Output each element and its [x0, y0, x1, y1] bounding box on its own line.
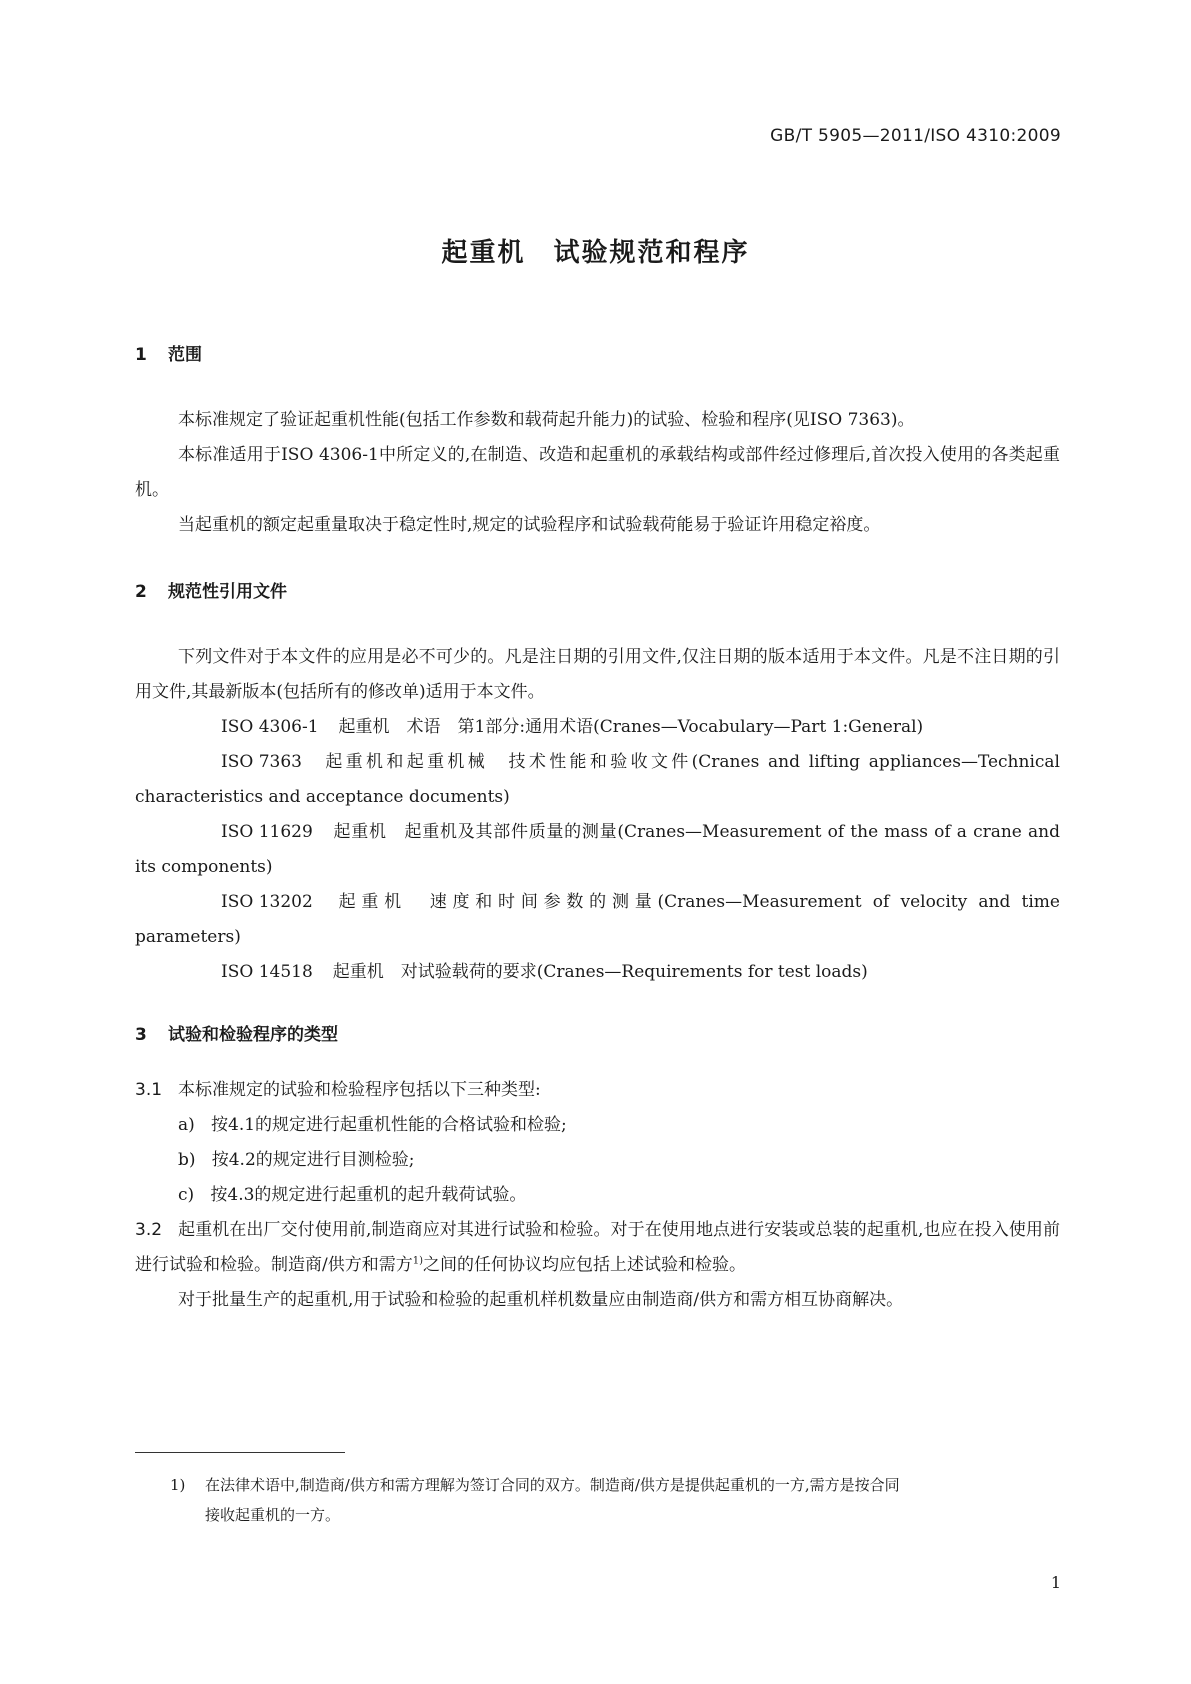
page-title: 起重机 试验规范和程序	[441, 238, 750, 268]
reference-item	[135, 955, 1060, 990]
reference-text: 起重机 对试验载荷的要求(Cranes—Requirements for test loads)	[332, 962, 868, 982]
reference-code: ISO 7363	[221, 752, 302, 772]
section-number: 1	[135, 345, 147, 365]
document-body	[135, 340, 1060, 1318]
footnote-text: 接收起重机的一方。	[205, 1506, 341, 1524]
footnote-ref[interactable]: 1)	[412, 1255, 423, 1267]
reference-text: 起重机和起重机械 技术性能和验收文件(Cranes and lifting appliances—Technical characteristics and acceptance documents)	[135, 752, 1060, 807]
paragraph: 当起重机的额定起重量取决于稳定性时,规定的试验程序和试验载荷能易于验证许用稳定裕度。	[178, 515, 881, 535]
list-item	[135, 1178, 1060, 1213]
reference-item	[135, 885, 1060, 955]
list-item	[135, 1143, 1060, 1178]
reference-text: 起重机 术语 第1部分:通用术语(Cranes—Vocabulary—Part 1:General)	[338, 717, 924, 737]
reference-item	[135, 710, 1060, 745]
reference-code: ISO 11629	[221, 822, 313, 842]
reference-code: ISO 13202	[221, 892, 313, 912]
footnote-text: 在法律术语中,制造商/供方和需方理解为签订合同的双方。制造商/供方是提供起重机的一方,需方是按合同	[205, 1476, 900, 1494]
reference-text: 起重机 速度和时间参数的测量(Cranes—Measurement of velocity and time parameters)	[135, 892, 1060, 947]
clause-number: 3.2	[135, 1220, 163, 1240]
section-number: 3	[135, 1025, 147, 1045]
clause-text: 之间的任何协议均应包括上述试验和检验。	[423, 1255, 746, 1275]
paragraph: 本标准规定了验证起重机性能(包括工作参数和载荷起升能力)的试验、检验和程序(见ISO 7363)。	[178, 410, 915, 430]
clause-text: 起重机在出厂交付使用前,制造商应对其进行试验和检验。对于在使用地点进行安装或总装的起重机,也应在投入使用前进行试验和检验。制造商/供方和需方	[135, 1220, 1060, 1275]
list-text: 按4.1的规定进行起重机性能的合格试验和检验;	[211, 1115, 567, 1135]
paragraph: 对于批量生产的起重机,用于试验和检验的起重机样机数量应由制造商/供方和需方相互协商解决。	[178, 1290, 904, 1310]
standard-code: GB/T 5905—2011/ISO 4310:2009	[770, 126, 1061, 146]
clause-3-1	[135, 1073, 1060, 1108]
list-text: 按4.2的规定进行目测检验;	[211, 1150, 415, 1170]
reference-code: ISO 14518	[221, 962, 313, 982]
section-title: 试验和检验程序的类型	[168, 1025, 338, 1045]
list-item	[135, 1108, 1060, 1143]
list-marker: b)	[178, 1150, 196, 1170]
clause-3-2	[135, 1213, 1060, 1283]
clause-text: 本标准规定的试验和检验程序包括以下三种类型:	[178, 1080, 541, 1100]
section-number: 2	[135, 582, 147, 602]
reference-item	[135, 745, 1060, 815]
section-title: 范围	[168, 345, 202, 365]
clause-number: 3.1	[135, 1080, 163, 1100]
page-number: 1	[1050, 1573, 1061, 1592]
reference-code: ISO 4306-1	[221, 717, 319, 737]
footnote-divider	[135, 1452, 345, 1453]
list-text: 按4.3的规定进行起重机的起升载荷试验。	[210, 1185, 527, 1205]
section-title: 规范性引用文件	[168, 582, 287, 602]
paragraph: 下列文件对于本文件的应用是必不可少的。凡是注日期的引用文件,仅注日期的版本适用于本文件。凡是不注日期的引用文件,其最新版本(包括所有的修改单)适用于本文件。	[135, 647, 1060, 702]
footnote	[170, 1470, 1060, 1530]
section-2-heading	[135, 577, 1060, 602]
footnote-mark: 1)	[170, 1476, 186, 1494]
paragraph: 本标准适用于ISO 4306-1中所定义的,在制造、改造和起重机的承载结构或部件经过修理后,首次投入使用的各类起重机。	[135, 445, 1060, 500]
section-1-heading	[135, 340, 1060, 365]
reference-item	[135, 815, 1060, 885]
list-marker: a)	[178, 1115, 195, 1135]
reference-text: 起重机 起重机及其部件质量的测量(Cranes—Measurement of the mass of a crane and its components)	[135, 822, 1060, 877]
list-marker: c)	[178, 1185, 195, 1205]
section-3-heading	[135, 1020, 1060, 1045]
